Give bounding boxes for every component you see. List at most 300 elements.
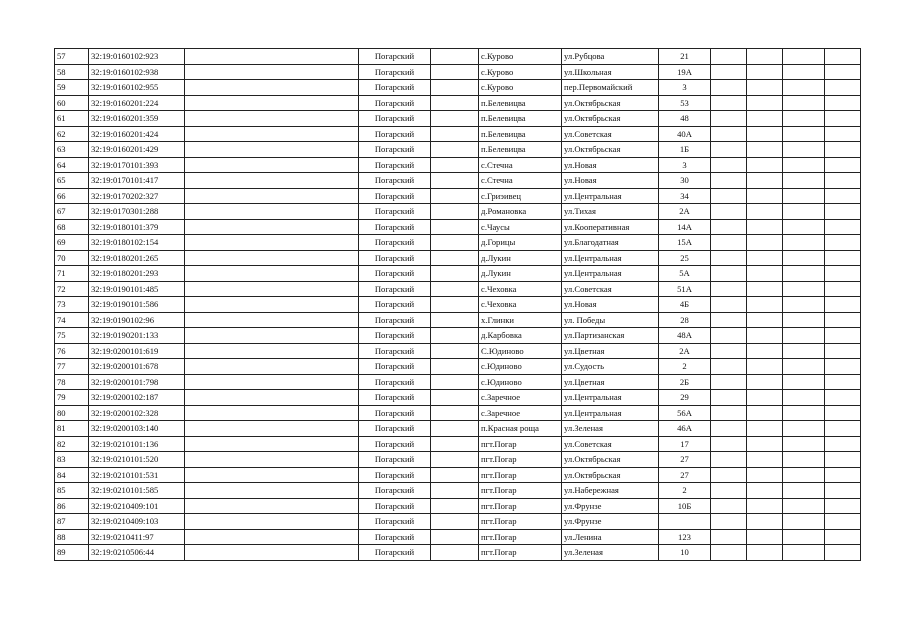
cell-empty	[747, 328, 783, 344]
cell-settlement: с.Курово	[479, 80, 562, 96]
cell-empty	[747, 49, 783, 65]
cell-empty	[825, 405, 861, 421]
cell-empty	[431, 452, 479, 468]
cell-empty	[185, 452, 359, 468]
cell-house-number: 5А	[659, 266, 711, 282]
cell-district: Погарский	[359, 374, 431, 390]
cell-house-number: 28	[659, 312, 711, 328]
cell-cadastral-number: 32:19:0200103:140	[89, 421, 185, 437]
cell-number: 84	[55, 467, 89, 483]
cell-empty	[825, 297, 861, 313]
cell-district: Погарский	[359, 452, 431, 468]
cell-house-number: 51А	[659, 281, 711, 297]
cell-number: 89	[55, 545, 89, 561]
cell-settlement: пгт.Погар	[479, 452, 562, 468]
cell-number: 88	[55, 529, 89, 545]
cell-empty	[825, 266, 861, 282]
cell-empty	[185, 514, 359, 530]
cell-empty	[711, 188, 747, 204]
cell-district: Погарский	[359, 421, 431, 437]
cell-empty	[431, 514, 479, 530]
cell-empty	[711, 498, 747, 514]
cell-number: 69	[55, 235, 89, 251]
cell-district: Погарский	[359, 545, 431, 561]
cell-number: 81	[55, 421, 89, 437]
cell-settlement: д.Лукин	[479, 250, 562, 266]
cell-empty	[747, 126, 783, 142]
cell-settlement: с.Курово	[479, 49, 562, 65]
cell-settlement: д.Карбовка	[479, 328, 562, 344]
cell-empty	[825, 436, 861, 452]
cell-cadastral-number: 32:19:0200101:678	[89, 359, 185, 375]
cell-empty	[825, 80, 861, 96]
table-row	[55, 390, 861, 406]
cell-settlement: пгт.Погар	[479, 483, 562, 499]
cell-empty	[783, 297, 825, 313]
cell-empty	[185, 405, 359, 421]
cell-settlement: с.Юдиново	[479, 359, 562, 375]
cell-street: ул.Судость	[562, 359, 659, 375]
cell-house-number: 14А	[659, 219, 711, 235]
cell-cadastral-number: 32:19:0200101:798	[89, 374, 185, 390]
cell-number: 86	[55, 498, 89, 514]
cell-cadastral-number: 32:19:0180201:265	[89, 250, 185, 266]
cell-street: ул.Школьная	[562, 64, 659, 80]
cell-empty	[711, 343, 747, 359]
cell-house-number: 30	[659, 173, 711, 189]
cell-empty	[431, 111, 479, 127]
table-row	[55, 343, 861, 359]
cell-settlement: п.Белевицва	[479, 126, 562, 142]
cell-district: Погарский	[359, 359, 431, 375]
cell-street: ул. Победы	[562, 312, 659, 328]
cell-empty	[711, 95, 747, 111]
table-row	[55, 514, 861, 530]
cell-empty	[185, 374, 359, 390]
table-row	[55, 467, 861, 483]
cell-number: 77	[55, 359, 89, 375]
cell-settlement: С.Юдиново	[479, 343, 562, 359]
table-body	[55, 49, 861, 561]
cell-empty	[711, 281, 747, 297]
cell-empty	[431, 188, 479, 204]
cell-empty	[185, 250, 359, 266]
cell-empty	[747, 281, 783, 297]
cell-empty	[747, 514, 783, 530]
cell-empty	[825, 483, 861, 499]
cell-cadastral-number: 32:19:0210409:101	[89, 498, 185, 514]
cell-empty	[711, 173, 747, 189]
cell-empty	[185, 111, 359, 127]
cell-number: 66	[55, 188, 89, 204]
cell-district: Погарский	[359, 188, 431, 204]
cell-street: ул.Новая	[562, 297, 659, 313]
cell-empty	[825, 498, 861, 514]
cell-empty	[711, 328, 747, 344]
cell-empty	[431, 49, 479, 65]
cell-empty	[783, 142, 825, 158]
cell-street: ул.Партизанская	[562, 328, 659, 344]
cell-empty	[431, 142, 479, 158]
cell-empty	[185, 80, 359, 96]
cell-empty	[825, 390, 861, 406]
cell-cadastral-number: 32:19:0210409:103	[89, 514, 185, 530]
cell-number: 83	[55, 452, 89, 468]
cell-empty	[711, 312, 747, 328]
cell-street: ул.Октябрьская	[562, 142, 659, 158]
cell-settlement: пгт.Погар	[479, 545, 562, 561]
cell-cadastral-number: 32:19:0170101:417	[89, 173, 185, 189]
cell-empty	[747, 452, 783, 468]
cell-street: ул.Фрунзе	[562, 514, 659, 530]
cell-district: Погарский	[359, 281, 431, 297]
cell-house-number: 3	[659, 157, 711, 173]
cell-empty	[747, 374, 783, 390]
cell-street: ул.Набережная	[562, 483, 659, 499]
cell-empty	[747, 390, 783, 406]
cell-district: Погарский	[359, 204, 431, 220]
cell-street: ул.Октябрьская	[562, 467, 659, 483]
table-row	[55, 173, 861, 189]
cell-cadastral-number: 32:19:0190101:485	[89, 281, 185, 297]
cell-district: Погарский	[359, 328, 431, 344]
cell-district: Погарский	[359, 142, 431, 158]
cell-empty	[711, 359, 747, 375]
cell-street: ул.Тихая	[562, 204, 659, 220]
cell-empty	[431, 328, 479, 344]
table-row	[55, 157, 861, 173]
cell-empty	[747, 111, 783, 127]
cell-empty	[711, 405, 747, 421]
cell-district: Погарский	[359, 390, 431, 406]
cell-cadastral-number: 32:19:0210101:136	[89, 436, 185, 452]
cell-settlement: с.Чеховка	[479, 281, 562, 297]
cell-settlement: п.Красная роща	[479, 421, 562, 437]
cell-district: Погарский	[359, 64, 431, 80]
cell-empty	[711, 529, 747, 545]
cell-empty	[185, 483, 359, 499]
cell-empty	[783, 421, 825, 437]
cell-empty	[185, 312, 359, 328]
cell-empty	[711, 250, 747, 266]
cell-empty	[783, 483, 825, 499]
cell-empty	[711, 235, 747, 251]
cell-empty	[431, 312, 479, 328]
cell-settlement: пгт.Погар	[479, 514, 562, 530]
cell-empty	[431, 498, 479, 514]
cell-empty	[711, 111, 747, 127]
cell-street: ул.Зеленая	[562, 545, 659, 561]
cell-empty	[431, 173, 479, 189]
cell-empty	[431, 80, 479, 96]
cell-empty	[747, 173, 783, 189]
table-row	[55, 111, 861, 127]
cell-empty	[711, 49, 747, 65]
cell-district: Погарский	[359, 219, 431, 235]
cell-street: ул.Фрунзе	[562, 498, 659, 514]
cell-street: пер.Первомайский	[562, 80, 659, 96]
cell-empty	[825, 49, 861, 65]
cell-settlement: пгт.Погар	[479, 498, 562, 514]
cell-cadastral-number: 32:19:0180101:379	[89, 219, 185, 235]
cell-district: Погарский	[359, 529, 431, 545]
table-row	[55, 142, 861, 158]
cell-empty	[711, 452, 747, 468]
cell-settlement: с.Гриэивец	[479, 188, 562, 204]
table-row	[55, 545, 861, 561]
cell-empty	[747, 235, 783, 251]
cell-street: ул.Зеленая	[562, 421, 659, 437]
cell-empty	[711, 514, 747, 530]
cell-empty	[711, 219, 747, 235]
cell-cadastral-number: 32:19:0160201:429	[89, 142, 185, 158]
cell-empty	[747, 64, 783, 80]
cell-empty	[783, 188, 825, 204]
cell-empty	[747, 266, 783, 282]
cell-house-number: 2Б	[659, 374, 711, 390]
cell-cadastral-number: 32:19:0160102:955	[89, 80, 185, 96]
cell-empty	[747, 436, 783, 452]
cell-empty	[783, 328, 825, 344]
cell-settlement: пгт.Погар	[479, 529, 562, 545]
cell-house-number: 46А	[659, 421, 711, 437]
table-row	[55, 281, 861, 297]
cell-empty	[783, 467, 825, 483]
cell-empty	[431, 281, 479, 297]
cell-empty	[747, 359, 783, 375]
cell-empty	[431, 343, 479, 359]
cell-cadastral-number: 32:19:0190201:133	[89, 328, 185, 344]
cell-number: 78	[55, 374, 89, 390]
cell-cadastral-number: 32:19:0210101:531	[89, 467, 185, 483]
cell-settlement: пгт.Погар	[479, 467, 562, 483]
cell-empty	[431, 483, 479, 499]
cell-empty	[711, 436, 747, 452]
cell-empty	[747, 95, 783, 111]
cell-district: Погарский	[359, 436, 431, 452]
cell-empty	[431, 266, 479, 282]
cell-street: ул.Новая	[562, 157, 659, 173]
table-row	[55, 312, 861, 328]
cell-empty	[431, 204, 479, 220]
cell-empty	[747, 529, 783, 545]
cell-empty	[711, 80, 747, 96]
cell-cadastral-number: 32:19:0170101:393	[89, 157, 185, 173]
cell-empty	[185, 328, 359, 344]
table-row	[55, 483, 861, 499]
cell-empty	[783, 219, 825, 235]
cell-settlement: пгт.Погар	[479, 436, 562, 452]
cell-empty	[185, 498, 359, 514]
cell-empty	[825, 421, 861, 437]
cell-cadastral-number: 32:19:0160201:359	[89, 111, 185, 127]
cell-number: 59	[55, 80, 89, 96]
cell-empty	[783, 405, 825, 421]
cell-empty	[825, 64, 861, 80]
cell-district: Погарский	[359, 266, 431, 282]
cell-district: Погарский	[359, 235, 431, 251]
cell-empty	[783, 281, 825, 297]
cell-empty	[783, 312, 825, 328]
cell-settlement: п.Белевицва	[479, 111, 562, 127]
table-row	[55, 359, 861, 375]
cell-street: ул.Центральная	[562, 250, 659, 266]
cell-settlement: д.Лукин	[479, 266, 562, 282]
cell-district: Погарский	[359, 514, 431, 530]
cell-settlement: с.Курово	[479, 64, 562, 80]
cell-empty	[825, 95, 861, 111]
cell-empty	[185, 545, 359, 561]
cell-empty	[431, 95, 479, 111]
cell-number: 62	[55, 126, 89, 142]
cell-street: ул.Советская	[562, 126, 659, 142]
cell-empty	[825, 452, 861, 468]
cell-empty	[783, 95, 825, 111]
cell-empty	[825, 250, 861, 266]
cell-settlement: с.Стечна	[479, 173, 562, 189]
cell-empty	[185, 390, 359, 406]
cell-empty	[185, 142, 359, 158]
cell-empty	[185, 266, 359, 282]
cell-house-number: 25	[659, 250, 711, 266]
cell-cadastral-number: 32:19:0170301:288	[89, 204, 185, 220]
cell-number: 60	[55, 95, 89, 111]
cell-house-number: 48А	[659, 328, 711, 344]
cell-empty	[825, 374, 861, 390]
table-row	[55, 126, 861, 142]
cell-street: ул.Советская	[562, 436, 659, 452]
cell-empty	[783, 126, 825, 142]
cell-cadastral-number: 32:19:0210506:44	[89, 545, 185, 561]
cell-empty	[185, 64, 359, 80]
cell-empty	[825, 126, 861, 142]
cell-house-number: 29	[659, 390, 711, 406]
cell-empty	[825, 188, 861, 204]
cell-district: Погарский	[359, 498, 431, 514]
cell-house-number: 56А	[659, 405, 711, 421]
cell-empty	[783, 204, 825, 220]
table-row	[55, 95, 861, 111]
cell-empty	[783, 49, 825, 65]
cell-settlement: с.Стечна	[479, 157, 562, 173]
cell-empty	[825, 545, 861, 561]
table-row	[55, 328, 861, 344]
cell-empty	[747, 188, 783, 204]
cell-house-number: 40А	[659, 126, 711, 142]
cell-number: 68	[55, 219, 89, 235]
cell-district: Погарский	[359, 297, 431, 313]
table-row	[55, 405, 861, 421]
cell-settlement: д.Горицы	[479, 235, 562, 251]
cell-street: ул.Центральная	[562, 266, 659, 282]
table-row	[55, 374, 861, 390]
cell-empty	[431, 219, 479, 235]
cell-empty	[783, 235, 825, 251]
cell-number: 75	[55, 328, 89, 344]
cell-empty	[783, 452, 825, 468]
table-row	[55, 421, 861, 437]
cell-empty	[783, 266, 825, 282]
cell-empty	[783, 343, 825, 359]
cell-empty	[185, 529, 359, 545]
cell-empty	[185, 173, 359, 189]
cell-empty	[825, 467, 861, 483]
cell-empty	[431, 529, 479, 545]
cell-cadastral-number: 32:19:0180201:293	[89, 266, 185, 282]
cell-empty	[185, 126, 359, 142]
cell-empty	[747, 467, 783, 483]
cell-settlement: с.Чаусы	[479, 219, 562, 235]
cell-number: 67	[55, 204, 89, 220]
cell-empty	[747, 343, 783, 359]
cell-empty	[747, 312, 783, 328]
cell-empty	[825, 173, 861, 189]
cell-street: ул.Центральная	[562, 188, 659, 204]
cell-empty	[711, 266, 747, 282]
cell-empty	[783, 390, 825, 406]
cell-number: 71	[55, 266, 89, 282]
cell-district: Погарский	[359, 126, 431, 142]
cell-house-number: 1Б	[659, 142, 711, 158]
cell-number: 87	[55, 514, 89, 530]
cell-empty	[783, 173, 825, 189]
cell-house-number: 34	[659, 188, 711, 204]
cell-empty	[747, 157, 783, 173]
cell-number: 70	[55, 250, 89, 266]
cell-number: 63	[55, 142, 89, 158]
cell-street: ул.Ленина	[562, 529, 659, 545]
cell-house-number: 2А	[659, 204, 711, 220]
cell-settlement: х.Глинки	[479, 312, 562, 328]
cell-empty	[711, 421, 747, 437]
cell-empty	[747, 219, 783, 235]
cell-house-number: 123	[659, 529, 711, 545]
cell-empty	[783, 529, 825, 545]
cell-empty	[783, 436, 825, 452]
cell-empty	[711, 390, 747, 406]
cell-house-number: 21	[659, 49, 711, 65]
cell-number: 64	[55, 157, 89, 173]
cell-house-number: 53	[659, 95, 711, 111]
cell-street: ул.Октябрьская	[562, 452, 659, 468]
cell-cadastral-number: 32:19:0160201:424	[89, 126, 185, 142]
cell-empty	[783, 157, 825, 173]
cell-district: Погарский	[359, 312, 431, 328]
cell-empty	[711, 204, 747, 220]
cell-house-number: 27	[659, 452, 711, 468]
cell-empty	[185, 343, 359, 359]
cell-empty	[185, 359, 359, 375]
cell-cadastral-number: 32:19:0210101:520	[89, 452, 185, 468]
table-row	[55, 250, 861, 266]
cell-cadastral-number: 32:19:0180102:154	[89, 235, 185, 251]
cell-house-number: 4Б	[659, 297, 711, 313]
cell-settlement: п.Белевицва	[479, 95, 562, 111]
cell-settlement: с.Заречное	[479, 390, 562, 406]
cell-street: ул.Благодатная	[562, 235, 659, 251]
cell-empty	[825, 204, 861, 220]
cell-empty	[431, 436, 479, 452]
table-row	[55, 529, 861, 545]
cell-empty	[185, 436, 359, 452]
cell-empty	[783, 374, 825, 390]
cell-district: Погарский	[359, 111, 431, 127]
cell-empty	[783, 250, 825, 266]
cell-cadastral-number: 32:19:0160102:938	[89, 64, 185, 80]
cell-empty	[711, 545, 747, 561]
cell-cadastral-number: 32:19:0200102:187	[89, 390, 185, 406]
cell-empty	[711, 142, 747, 158]
